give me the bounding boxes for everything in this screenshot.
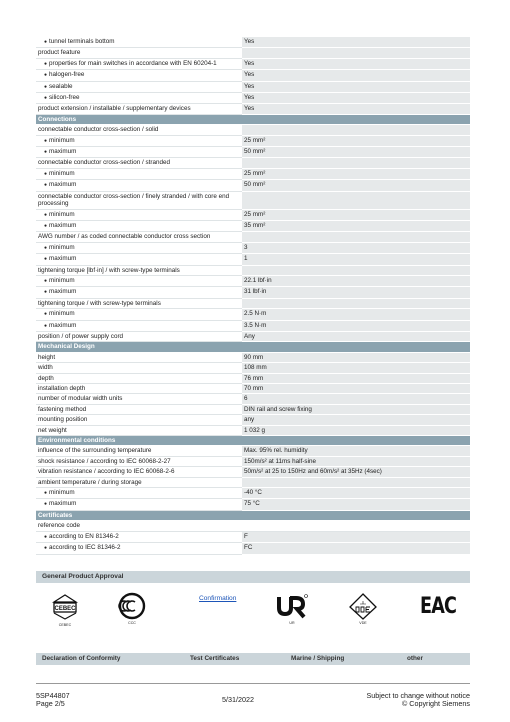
spec-value: 50 mm² (242, 147, 470, 158)
section-header (36, 436, 470, 446)
spec-value: 35 mm² (242, 220, 470, 231)
spec-row (36, 48, 470, 58)
spec-value (242, 191, 470, 209)
spec-value: Yes (242, 58, 470, 69)
ccc-caption: CCC (128, 621, 136, 625)
spec-table-body (36, 37, 470, 554)
spec-key-cell (36, 309, 242, 320)
spec-row (36, 125, 470, 135)
approval-logos (36, 588, 470, 633)
spec-key-cell (36, 37, 242, 48)
spec-key-cell (36, 265, 242, 275)
spec-row (36, 298, 470, 308)
spec-row (36, 531, 470, 542)
spec-key: product feature (38, 49, 81, 57)
spec-key-cell (36, 48, 242, 58)
cebec-caption: CEBEC (58, 623, 72, 627)
spec-row (36, 81, 470, 92)
spec-key: halogen-free (49, 71, 85, 79)
footer-page-number: Page 2/5 (36, 699, 65, 708)
spec-key-cell (36, 531, 242, 542)
spec-key-cell (36, 384, 242, 394)
bullet-icon: ● (44, 322, 48, 329)
spec-value (242, 265, 470, 275)
spec-row (36, 37, 470, 48)
spec-row (36, 180, 470, 191)
spec-key-cell (36, 147, 242, 158)
spec-value: 90 mm (242, 352, 470, 362)
bullet-icon: ● (44, 72, 48, 79)
spec-value: 25 mm² (242, 168, 470, 179)
spec-value: 150m/s² at 11ms half-sine (242, 456, 470, 466)
spec-key-cell (36, 275, 242, 286)
section-title: Mechanical Design (36, 342, 470, 352)
spec-value: 31 lbf·in (242, 287, 470, 298)
declaration-of-conformity-label: Declaration of Conformity (42, 655, 121, 662)
spec-key: vibration resistance / according to IEC 60068-2-6 (38, 468, 175, 476)
spec-row (36, 275, 470, 286)
section-header (36, 510, 470, 520)
spec-row (36, 404, 470, 414)
spec-row (36, 384, 470, 394)
spec-key: product extension / installable / supplementary devices (38, 105, 191, 113)
spec-key: influence of the surrounding temperature (38, 447, 152, 455)
spec-key: according to EN 81346-2 (49, 532, 119, 540)
spec-key-cell (36, 220, 242, 231)
spec-value: 22.1 lbf·in (242, 275, 470, 286)
spec-key-cell (36, 467, 242, 477)
footer-date: 5/31/2022 (222, 695, 254, 704)
spec-row (36, 331, 470, 341)
spec-key: mounting position (38, 416, 88, 424)
spec-key: minimum (49, 276, 75, 284)
eac-logo: EAC (420, 594, 457, 619)
spec-key-cell (36, 242, 242, 253)
spec-key-cell (36, 287, 242, 298)
spec-key: connectable conductor cross-section / finely stranded / with core end processing (38, 192, 230, 208)
bullet-icon: ● (44, 289, 48, 296)
spec-key-cell (36, 456, 242, 466)
spec-key-cell (36, 135, 242, 146)
spec-key: width (38, 364, 53, 372)
spec-value: 3 (242, 242, 470, 253)
spec-value: 75 °C (242, 499, 470, 510)
spec-row (36, 287, 470, 298)
bullet-icon: ● (44, 545, 48, 552)
spec-key: reference code (36, 521, 470, 531)
bullet-icon: ● (44, 490, 48, 497)
spec-value: Yes (242, 37, 470, 48)
footer-left (36, 692, 70, 708)
bullet-icon: ● (44, 83, 48, 90)
bullet-icon: ● (44, 39, 48, 45)
spec-row (36, 58, 470, 69)
spec-row (36, 543, 470, 554)
spec-row (36, 191, 470, 209)
spec-key: tightening torque [lbf·in] / with screw-type terminals (38, 266, 180, 274)
spec-value (242, 298, 470, 308)
spec-value: 1 032 g (242, 425, 470, 435)
footer-rule (36, 683, 470, 684)
spec-value: 50m/s² at 25 to 150Hz and 60m/s² at 35Hz (4sec) (242, 467, 470, 477)
spec-key-cell (36, 125, 242, 135)
marine-shipping-label: Marine / Shipping (291, 655, 345, 662)
spec-key: minimum (49, 210, 75, 218)
spec-row (36, 467, 470, 477)
spec-row (36, 499, 470, 510)
spec-value: 70 mm (242, 384, 470, 394)
ccc-logo (118, 592, 146, 625)
bullet-icon: ● (44, 311, 48, 318)
bullet-icon: ● (44, 244, 48, 251)
spec-key: minimum (49, 489, 75, 497)
spec-value: Max. 95% rel. humidity (242, 446, 470, 456)
spec-key: number of modular width units (38, 395, 123, 403)
spec-key: minimum (49, 310, 75, 318)
spec-key-cell (36, 158, 242, 168)
spec-key: net weight (38, 426, 67, 434)
vde-caption: VDE (359, 621, 367, 625)
spec-key-cell (36, 543, 242, 554)
spec-value: Yes (242, 104, 470, 114)
bullet-icon: ● (44, 501, 48, 508)
confirmation-link[interactable]: Confirmation (199, 595, 237, 602)
spec-key: maximum (49, 148, 77, 156)
spec-table (36, 37, 470, 555)
spec-value: Yes (242, 81, 470, 92)
spec-row (36, 93, 470, 104)
bullet-icon: ● (44, 211, 48, 218)
spec-row (36, 320, 470, 331)
spec-row (36, 135, 470, 146)
spec-key: maximum (49, 221, 77, 229)
ur-recognized-icon (276, 592, 308, 620)
spec-key: properties for main switches in accordance with EN 60204-1 (49, 59, 217, 67)
spec-key-cell (36, 81, 242, 92)
spec-row (36, 147, 470, 158)
footer-notice: Subject to change without notice (366, 691, 470, 700)
spec-key: maximum (49, 288, 77, 296)
spec-key-cell (36, 232, 242, 242)
spec-key-cell (36, 254, 242, 265)
spec-key: minimum (49, 243, 75, 251)
spec-value: 50 mm² (242, 180, 470, 191)
bullet-icon: ● (44, 533, 48, 540)
spec-row (36, 242, 470, 253)
spec-value: 25 mm² (242, 209, 470, 220)
spec-key: silicon-free (49, 94, 80, 102)
spec-row (36, 158, 470, 168)
spec-row (36, 309, 470, 320)
spec-row (36, 415, 470, 425)
footer-copyright: © Copyright Siemens (401, 699, 470, 708)
spec-row (36, 446, 470, 456)
spec-value (242, 158, 470, 168)
spec-row-group-label (36, 521, 470, 531)
section-title: Environmental conditions (36, 436, 470, 446)
spec-key-cell (36, 298, 242, 308)
spec-row (36, 373, 470, 383)
bullet-icon: ● (44, 137, 48, 144)
section-header (36, 114, 470, 124)
section-title: Certificates (36, 510, 470, 520)
spec-key: position / of power supply cord (38, 332, 124, 340)
spec-key-cell (36, 425, 242, 435)
vde-logo (348, 592, 378, 625)
spec-key-cell (36, 320, 242, 331)
spec-row (36, 209, 470, 220)
spec-value: Any (242, 331, 470, 341)
spec-key: depth (38, 374, 54, 382)
bullet-icon: ● (44, 277, 48, 284)
spec-value: FC (242, 543, 470, 554)
spec-key: height (38, 353, 56, 361)
spec-row (36, 70, 470, 81)
spec-key-cell (36, 70, 242, 81)
spec-key-cell (36, 363, 242, 373)
section-header (36, 342, 470, 352)
spec-key: maximum (49, 255, 77, 263)
bullet-icon: ● (44, 256, 48, 263)
cebec-mark-text: CEBEC (54, 606, 76, 612)
spec-row (36, 232, 470, 242)
spec-value (242, 125, 470, 135)
spec-value: 25 mm² (242, 135, 470, 146)
spec-value: -40 °C (242, 488, 470, 499)
spec-key-cell (36, 209, 242, 220)
spec-key-cell (36, 404, 242, 414)
spec-key: AWG number / as coded connectable conductor cross section (38, 233, 211, 241)
spec-key-cell (36, 477, 242, 487)
spec-key: sealable (49, 82, 73, 90)
section-title: Connections (36, 114, 470, 124)
spec-key: tunnel terminals bottom (49, 38, 115, 45)
footer-right (367, 692, 471, 708)
spec-key-cell (36, 180, 242, 191)
ur-caption: UR (289, 621, 295, 625)
spec-row (36, 488, 470, 499)
declaration-bar (36, 653, 470, 665)
spec-value (242, 477, 470, 487)
spec-value (242, 232, 470, 242)
spec-key: fastening method (38, 405, 87, 413)
spec-row (36, 220, 470, 231)
spec-key-cell (36, 446, 242, 456)
spec-value: Yes (242, 93, 470, 104)
bullet-icon: ● (44, 222, 48, 229)
spec-row (36, 477, 470, 487)
spec-key: according to IEC 81346-2 (49, 544, 121, 552)
bullet-icon: ● (44, 182, 48, 189)
spec-key: installation depth (38, 385, 86, 392)
spec-key-cell (36, 352, 242, 362)
spec-key-cell (36, 415, 242, 425)
spec-key: maximum (49, 321, 77, 329)
test-certificates-label: Test Certificates (190, 655, 240, 662)
bullet-icon: ● (44, 95, 48, 102)
general-product-approval-header: General Product Approval (36, 571, 470, 583)
spec-row (36, 168, 470, 179)
cebec-logo (50, 592, 80, 627)
spec-key: maximum (49, 181, 77, 189)
spec-key: shock resistance / according to IEC 60068-2-27 (38, 457, 171, 465)
spec-key-cell (36, 331, 242, 341)
spec-key-cell (36, 168, 242, 179)
spec-value: 1 (242, 254, 470, 265)
spec-value: 3.5 N·m (242, 320, 470, 331)
bullet-icon: ● (44, 60, 48, 67)
spec-key: connectable conductor cross-section / stranded (38, 159, 170, 167)
spec-key-cell (36, 58, 242, 69)
spec-key-cell (36, 93, 242, 104)
spec-value: 6 (242, 394, 470, 404)
ur-logo (276, 592, 308, 625)
spec-value: any (242, 415, 470, 425)
spec-key-cell (36, 499, 242, 510)
spec-value: 76 mm (242, 373, 470, 383)
spec-key: minimum (49, 169, 75, 177)
spec-key-cell (36, 104, 242, 114)
ccc-icon (118, 592, 146, 620)
spec-key-cell (36, 488, 242, 499)
spec-value: Yes (242, 70, 470, 81)
bullet-icon: ● (44, 149, 48, 156)
spec-row (36, 104, 470, 114)
spec-row (36, 425, 470, 435)
spec-value: DIN rail and screw fixing (242, 404, 470, 414)
spec-key: minimum (49, 136, 75, 144)
spec-row (36, 352, 470, 362)
other-label: other (407, 655, 423, 662)
spec-key: ambient temperature / during storage (38, 478, 142, 486)
spec-row (36, 254, 470, 265)
spec-row (36, 456, 470, 466)
cebec-icon (50, 592, 80, 622)
spec-row (36, 394, 470, 404)
bullet-icon: ● (44, 170, 48, 177)
spec-value (242, 48, 470, 58)
footer-product-code: 5SP44807 (36, 691, 70, 700)
spec-value: 108 mm (242, 363, 470, 373)
spec-key: maximum (49, 500, 77, 508)
spec-row (36, 363, 470, 373)
spec-value: F (242, 531, 470, 542)
spec-key: connectable conductor cross-section / solid (38, 126, 159, 134)
spec-key-cell (36, 191, 242, 209)
spec-value: 2.5 N·m (242, 309, 470, 320)
spec-key-cell (36, 373, 242, 383)
spec-row (36, 265, 470, 275)
spec-key: tightening torque / with screw-type terminals (38, 299, 161, 307)
spec-key-cell (36, 394, 242, 404)
vde-icon (348, 592, 378, 620)
